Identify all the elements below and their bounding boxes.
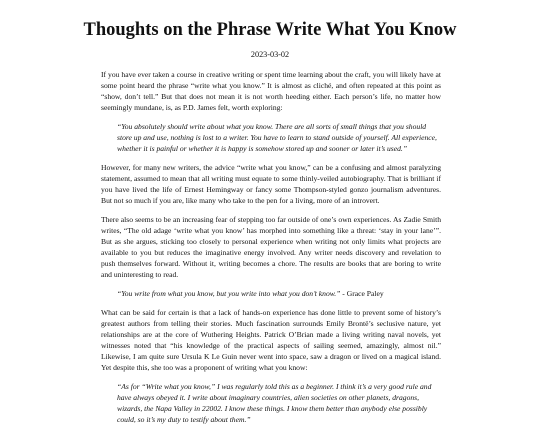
epigraph-grace-paley [101,288,441,299]
article-title: Thoughts on the Phrase Write What You Know [83,20,457,40]
paragraph-zadie-smith: There also seems to be an increasing fear of stepping too far outside of one’s own experiences. As Zadie Smith writes, “The old adage ‘write what you know’ has morphed into something like a threat: ‘stay in your lane’”. But as she argues, sticking too closely to personal experience when writing not only limits what projects are available to you but reduces the imaginative energy involved. Any writer needs discovery and revelation to push themselves forward. Without it, writing becomes a chore. The results are books that are boring to write and uninteresting to read. [101,215,441,279]
paragraph-intro: If you have ever taken a course in creative writing or spent time learning about the craft, you will likely have at some point heard the phrase “write what you know.” It is almost as cliché, and often repeated at this point as “show, don’t tell.” But that does not mean it is not worth heeding either. Each person’s life, no matter how seemingly mundane, is, as P.D. James felt, worth exploring: [101,70,441,112]
paragraph-new-writers: However, for many new writers, the advice “write what you know,” can be a confusing and almost paralyzing statement, assumed to mean that all writing must equate to some thinly-veiled autobiography. That is brilliant if you have lived the life of Ernest Hemingway or fancy some Thompson-styled gonzo journalism adventures. But not so much if you are, like many who take to the pen for a living, more of an introvert. [101,163,441,205]
quote-pd-james [101,121,441,154]
paragraph-authors: What can be said for certain is that a lack of hands-on experience has done little to prevent some of history’s greatest authors from telling their stories. Much fascination surrounds Emily Brontë’s seclusive nature, yet relationships are at the core of Wuthering Heights. Patrick O’Brian made a living writing naval novels, yet witnesses noted that “his knowledge of the practical aspects of sailing seemed, amazingly, almost nil.” Likewise, I am quite sure Ursula K Le Guin never went into space, saw a dragon or lived on a magical island. Yet despite this, she too was a proponent of writing what you know: [101,308,441,372]
article-date: 2023-03-02 [250,50,290,59]
epigraph-author: - Grace Paley [342,289,384,298]
quote-le-guin-text: “As for “Write what you know,” I was regularly told this as a beginner. I think it’s a very good rule and have always obeyed it. I write about imaginary countries, alien societies on other planets, dragons, wizards, the Napa Valley in 22002. I know these things. I know them better than anybody else possibly could, so it’s my duty to testify about them.” [117,382,432,424]
quote-pd-james-text: “You absolutely should write about what you know. There are all sorts of small things that you should store up and use, nothing is lost to a writer. You have to learn to stand outside of yourself. All experience, whether it is painful or whether it is happy is somehow stored up and sooner or later it’s used.” [117,122,437,153]
quote-le-guin [101,381,441,425]
article-body [101,69,441,433]
epigraph-text: “You write from what you know, but you write into what you don’t know.” [117,289,341,298]
